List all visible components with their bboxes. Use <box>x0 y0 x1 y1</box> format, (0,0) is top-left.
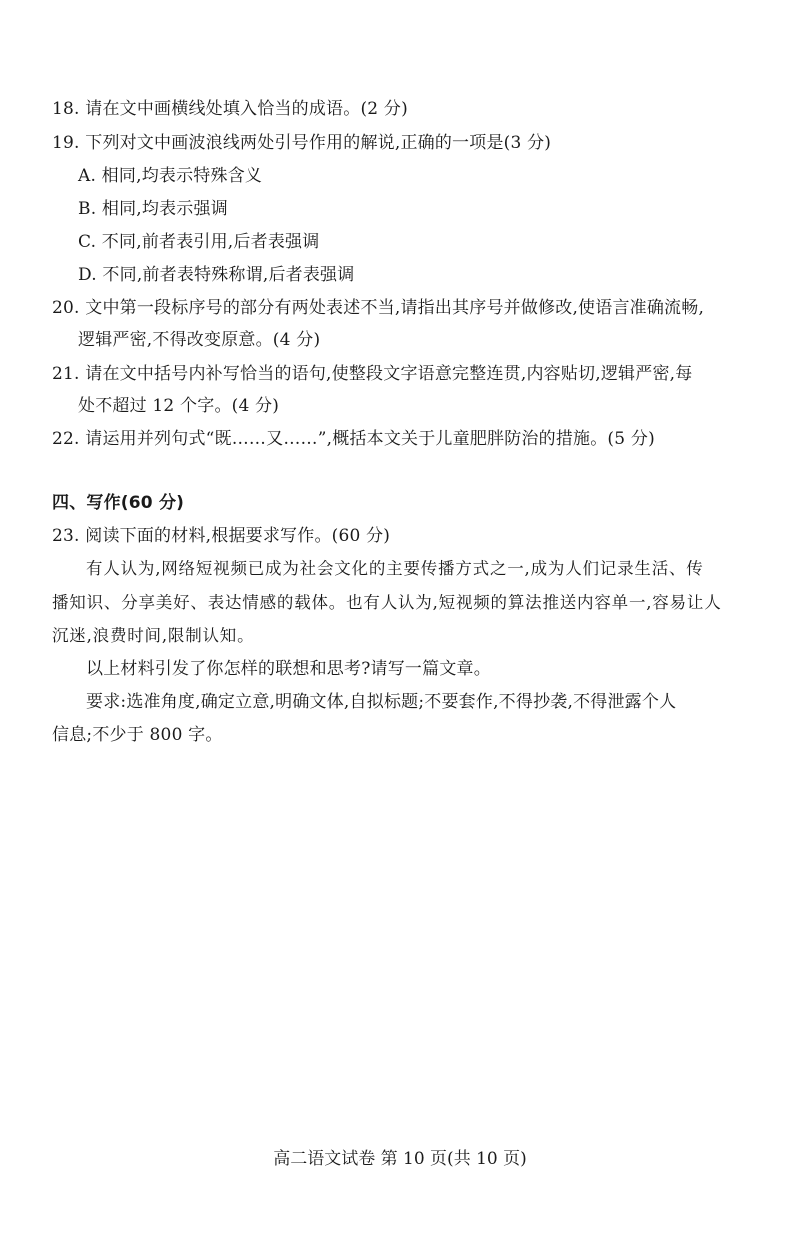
material-line-2: 播知识、分享美好、表达情感的载体。也有人认为,短视频的算法推送内容单一,容易让人 <box>52 593 722 612</box>
question-21-line2: 处不超过 12 个字。(4 分) <box>78 396 280 416</box>
question-21-line1: 21. 请在文中括号内补写恰当的语句,使整段文字语意完整连贯,内容贴切,逻辑严密,每 <box>52 364 693 384</box>
writing-prompt: 以上材料引发了你怎样的联想和思考?请写一篇文章。 <box>86 659 491 679</box>
question-22: 22. 请运用并列句式“既……又……”,概括本文关于儿童肥胖防治的措施。(5 分) <box>52 429 655 449</box>
question-18: 18. 请在文中画横线处填入恰当的成语。(2 分) <box>52 99 408 119</box>
requirements-line-2: 信息;不少于 800 字。 <box>52 725 223 745</box>
page-footer: 高二语文试卷 第 10 页(共 10 页) <box>273 1149 527 1169</box>
option-c: C. 不同,前者表引用,后者表强调 <box>78 232 320 252</box>
option-d: D. 不同,前者表特殊称谓,后者表强调 <box>78 265 355 285</box>
question-19: 19. 下列对文中画波浪线两处引号作用的解说,正确的一项是(3 分) <box>52 133 552 153</box>
section-title-writing: 四、写作(60 分) <box>52 493 185 513</box>
option-b: B. 相同,均表示强调 <box>78 199 228 219</box>
question-20-line2: 逻辑严密,不得改变原意。(4 分) <box>78 330 321 350</box>
question-20-line1: 20. 文中第一段标序号的部分有两处表述不当,请指出其序号并做修改,使语言准确流畅, <box>52 298 705 318</box>
question-23: 23. 阅读下面的材料,根据要求写作。(60 分) <box>52 526 391 546</box>
material-line-1: 有人认为,网络短视频已成为社会文化的主要传播方式之一,成为人们记录生活、传 <box>86 559 704 578</box>
requirements-line-1: 要求:选准角度,确定立意,明确文体,自拟标题;不要套作,不得抄袭,不得泄露个人 <box>86 692 677 712</box>
option-a: A. 相同,均表示特殊含义 <box>78 166 263 186</box>
material-line-3: 沉迷,浪费时间,限制认知。 <box>52 626 255 645</box>
